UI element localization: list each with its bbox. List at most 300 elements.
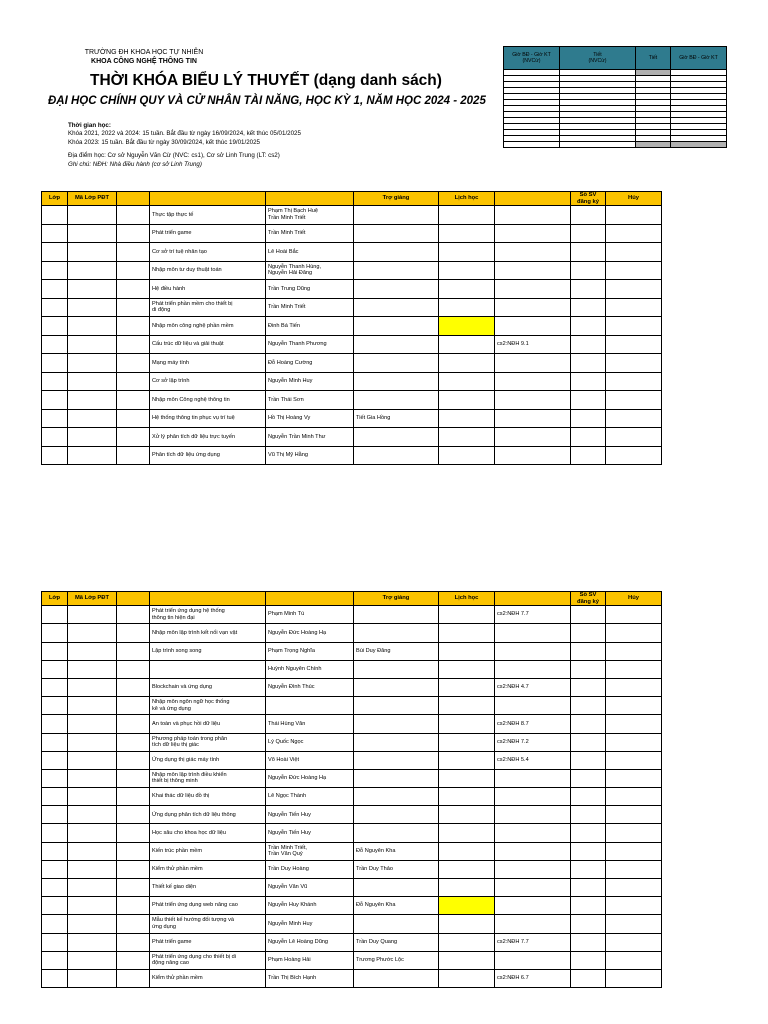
table-row <box>42 897 662 915</box>
teaching-assistant: Đỗ Nguyên Kha <box>354 842 439 860</box>
cell <box>117 243 150 262</box>
room <box>495 409 571 428</box>
room <box>495 391 571 410</box>
lecturer-name: Trần Duy Hoàng <box>266 860 354 878</box>
teaching-assistant <box>354 335 439 354</box>
course-name: Phát triển phần mềm cho thiết bị di động <box>150 298 266 317</box>
cell <box>439 409 495 428</box>
cell <box>606 733 662 751</box>
school-line-2: KHOA CÔNG NGHỆ THÔNG TIN <box>91 58 197 65</box>
cell <box>606 317 662 336</box>
course-name: Học sâu cho khoa học dữ liệu <box>150 824 266 842</box>
lecturer-name: Nguyễn Lê Hoàng Dũng <box>266 933 354 951</box>
teaching-assistant <box>354 317 439 336</box>
room <box>495 806 571 824</box>
lecturer-name <box>266 697 354 715</box>
cell <box>117 372 150 391</box>
lecturer-name: Trần Thái Sơn <box>266 391 354 410</box>
cell <box>42 261 68 280</box>
room <box>495 824 571 842</box>
cell <box>117 733 150 751</box>
cell <box>571 933 606 951</box>
table-row <box>42 860 662 878</box>
table-row <box>42 391 662 410</box>
cell <box>68 788 117 806</box>
cell <box>571 751 606 769</box>
lecturer-name: Đinh Bá Tiến <box>266 317 354 336</box>
course-name: Ứng dụng thị giác máy tính <box>150 751 266 769</box>
cell <box>68 372 117 391</box>
cell <box>571 678 606 696</box>
cell <box>571 897 606 915</box>
column-header: Mã Lớp PĐT <box>68 592 117 606</box>
course-name: Nhập môn Công nghệ thông tin <box>150 391 266 410</box>
column-header: Lớp <box>42 592 68 606</box>
cell <box>68 806 117 824</box>
cell <box>571 298 606 317</box>
cell <box>117 261 150 280</box>
table-row <box>42 298 662 317</box>
table-row <box>42 624 662 642</box>
cell <box>439 897 495 915</box>
column-header <box>117 192 150 206</box>
table-row <box>42 951 662 969</box>
course-name: An toàn và phục hồi dữ liệu <box>150 715 266 733</box>
cell <box>439 751 495 769</box>
cell <box>606 951 662 969</box>
room: cs2:NĐH 4.7 <box>495 678 571 696</box>
lecturer-name: Nguyễn Tiến Huy <box>266 806 354 824</box>
lecturer-name: Phạm Minh Tú <box>266 606 354 624</box>
cell <box>68 606 117 624</box>
cell <box>42 697 68 715</box>
cell <box>439 860 495 878</box>
cell <box>606 751 662 769</box>
column-header: Mã Lớp PĐT <box>68 192 117 206</box>
room <box>495 897 571 915</box>
cell <box>571 697 606 715</box>
cell <box>117 697 150 715</box>
room: cs2:NĐH 7.7 <box>495 606 571 624</box>
time-label: Thời gian học: <box>68 122 111 129</box>
cell <box>606 842 662 860</box>
cell <box>606 335 662 354</box>
teaching-assistant <box>354 372 439 391</box>
cell <box>117 824 150 842</box>
course-name: Phát triển game <box>150 224 266 243</box>
course-name: Nhập môn lập trình điều khiển thiết bị thông minh <box>150 769 266 787</box>
teaching-assistant <box>354 715 439 733</box>
cell <box>606 243 662 262</box>
teaching-assistant <box>354 298 439 317</box>
legend-header-cell: Tiết (NVCừ) <box>560 47 636 70</box>
teaching-assistant <box>354 806 439 824</box>
course-name: Phát triển ứng dụng cho thiết bị di động nâng cao <box>150 951 266 969</box>
room: cs2:NĐH 7.7 <box>495 933 571 951</box>
cell <box>439 733 495 751</box>
school-name <box>78 48 210 66</box>
cell <box>439 969 495 987</box>
cell <box>606 354 662 373</box>
cell <box>42 860 68 878</box>
cell <box>42 206 68 225</box>
cell <box>68 678 117 696</box>
cell <box>68 354 117 373</box>
cell <box>571 372 606 391</box>
cell <box>439 428 495 447</box>
cell <box>571 354 606 373</box>
column-header <box>266 192 354 206</box>
course-name: Ứng dụng phân tích dữ liệu thông <box>150 806 266 824</box>
cell <box>68 951 117 969</box>
cell <box>42 897 68 915</box>
legend-header-cell: Giờ BĐ - Giờ KT <box>671 47 727 70</box>
cell <box>117 678 150 696</box>
cell <box>117 915 150 933</box>
cell <box>571 806 606 824</box>
table-row <box>42 715 662 733</box>
teaching-assistant <box>354 678 439 696</box>
time-line-1: Khóa 2021, 2022 và 2024: 15 tuần. Bắt đầu từ ngày 16/09/2024, kết thúc 05/01/2025 <box>68 130 301 138</box>
table-row <box>42 409 662 428</box>
note-line: Ghi chú: NĐH: Nhà điều hành (cơ sở Linh Trung) <box>68 160 202 168</box>
cell <box>42 372 68 391</box>
room <box>495 224 571 243</box>
cell <box>606 715 662 733</box>
course-name: Phát triển ứng dụng web nâng cao <box>150 897 266 915</box>
cell <box>606 206 662 225</box>
cell <box>42 660 68 678</box>
lecturer-name: Phạm Hoàng Hải <box>266 951 354 969</box>
cell <box>571 915 606 933</box>
cell <box>571 428 606 447</box>
cell <box>571 261 606 280</box>
cell <box>117 409 150 428</box>
lecturer-name: Đỗ Hoàng Cường <box>266 354 354 373</box>
lecturer-name: Nguyễn Minh Huy <box>266 372 354 391</box>
column-header: Hủy <box>606 192 662 206</box>
cell <box>439 206 495 225</box>
cell <box>439 446 495 465</box>
cell <box>606 860 662 878</box>
cell <box>117 280 150 299</box>
cell <box>68 842 117 860</box>
time-line-2: Khóa 2023: 15 tuần. Bắt đầu từ ngày 30/09/2024, kết thúc 19/01/2025 <box>68 138 260 146</box>
teaching-assistant <box>354 751 439 769</box>
cell <box>42 751 68 769</box>
cell <box>42 806 68 824</box>
cell <box>606 372 662 391</box>
teaching-assistant <box>354 446 439 465</box>
column-header: Lớp <box>42 192 68 206</box>
table-header-row <box>42 592 662 606</box>
lecturer-name: Trần Trung Dũng <box>266 280 354 299</box>
cell <box>117 428 150 447</box>
cell <box>42 733 68 751</box>
course-name: Khai thác dữ liệu đồ thị <box>150 788 266 806</box>
table-row <box>42 842 662 860</box>
cell <box>68 769 117 787</box>
cell <box>68 751 117 769</box>
cell <box>571 409 606 428</box>
cell <box>117 933 150 951</box>
course-name: Cơ sở trí tuệ nhân tạo <box>150 243 266 262</box>
cell <box>42 446 68 465</box>
cell <box>68 879 117 897</box>
cell <box>117 660 150 678</box>
page-title: THỜI KHÓA BIỂU LÝ THUYẾT (dạng danh sách) <box>90 72 442 89</box>
lecturer-name: Huỳnh Nguyên Chính <box>266 660 354 678</box>
course-name: Nhập môn ngôn ngữ học thống kê và ứng dụng <box>150 697 266 715</box>
course-name: Nhập môn công nghệ phần mềm <box>150 317 266 336</box>
column-header <box>266 592 354 606</box>
course-name: Xử lý phân tích dữ liệu trực tuyến <box>150 428 266 447</box>
cell <box>68 243 117 262</box>
room <box>495 951 571 969</box>
lecturer-name: Thái Hùng Văn <box>266 715 354 733</box>
cell <box>439 335 495 354</box>
room <box>495 243 571 262</box>
cell <box>439 354 495 373</box>
cell <box>42 606 68 624</box>
room <box>495 879 571 897</box>
cell <box>606 769 662 787</box>
cell <box>117 969 150 987</box>
teaching-assistant: Đỗ Nguyên Kha <box>354 897 439 915</box>
teaching-assistant <box>354 206 439 225</box>
legend-header-cell: Tiết <box>636 47 671 70</box>
cell <box>68 660 117 678</box>
column-header: Trợ giảng <box>354 592 439 606</box>
course-name: Cấu trúc dữ liệu và giải thuật <box>150 335 266 354</box>
column-header <box>495 592 571 606</box>
teaching-assistant: Trương Phước Lộc <box>354 951 439 969</box>
room <box>495 842 571 860</box>
cell <box>571 842 606 860</box>
cell <box>439 660 495 678</box>
cell <box>117 206 150 225</box>
cell <box>571 788 606 806</box>
cell <box>571 391 606 410</box>
cell <box>68 915 117 933</box>
course-name: Mẫu thiết kế hướng đối tượng và ứng dụng <box>150 915 266 933</box>
cell <box>42 788 68 806</box>
lecturer-name: Nguyễn Minh Huy <box>266 915 354 933</box>
cell <box>606 788 662 806</box>
cell <box>439 824 495 842</box>
lecturer-name: Nguyễn Trần Minh Thư <box>266 428 354 447</box>
teaching-assistant <box>354 879 439 897</box>
teaching-assistant <box>354 280 439 299</box>
column-header: Số SV đăng ký <box>571 192 606 206</box>
cell <box>606 969 662 987</box>
teaching-assistant <box>354 824 439 842</box>
cell <box>571 769 606 787</box>
teaching-assistant <box>354 606 439 624</box>
cell <box>606 824 662 842</box>
table-row <box>42 372 662 391</box>
cell <box>571 243 606 262</box>
cell <box>571 317 606 336</box>
teaching-assistant <box>354 624 439 642</box>
cell <box>117 335 150 354</box>
column-header: Hủy <box>606 592 662 606</box>
cell <box>571 733 606 751</box>
cell <box>42 391 68 410</box>
cell <box>42 280 68 299</box>
cell <box>68 428 117 447</box>
teaching-assistant <box>354 261 439 280</box>
course-name: Kiến trúc phần mềm <box>150 842 266 860</box>
cell <box>439 915 495 933</box>
cell <box>42 842 68 860</box>
cell <box>68 969 117 987</box>
teaching-assistant: Tiết Gia Hồng <box>354 409 439 428</box>
cell <box>571 951 606 969</box>
cell <box>606 298 662 317</box>
cell <box>42 879 68 897</box>
cell <box>68 280 117 299</box>
table-row <box>42 642 662 660</box>
cell <box>606 280 662 299</box>
table-row <box>42 915 662 933</box>
cell <box>571 206 606 225</box>
teaching-assistant <box>354 733 439 751</box>
cell <box>439 806 495 824</box>
cell <box>42 298 68 317</box>
cell <box>606 446 662 465</box>
cell <box>42 933 68 951</box>
location-line: Địa điểm học: Cơ sở Nguyễn Văn Cừ (NVC: cs1), Cơ sở Linh Trung (LT: cs2) <box>68 152 280 160</box>
table-row <box>42 769 662 787</box>
table-row <box>42 606 662 624</box>
cell <box>42 678 68 696</box>
cell <box>439 715 495 733</box>
cell <box>68 824 117 842</box>
teaching-assistant <box>354 354 439 373</box>
cell <box>439 842 495 860</box>
cell <box>117 224 150 243</box>
cell <box>42 224 68 243</box>
cell <box>117 788 150 806</box>
course-name: Kiểm thử phần mềm <box>150 969 266 987</box>
cell <box>117 879 150 897</box>
schedule-table-2 <box>41 591 662 988</box>
cell <box>439 697 495 715</box>
cell <box>42 951 68 969</box>
table-row <box>42 428 662 447</box>
cell <box>571 280 606 299</box>
table-row <box>42 660 662 678</box>
column-header: Lịch học <box>439 592 495 606</box>
cell <box>439 879 495 897</box>
schedule-table-1 <box>41 191 662 465</box>
legend-header-cell: Giờ BĐ - Giờ KT (NVCừ) <box>504 47 560 70</box>
course-name: Phân tích dữ liệu ứng dụng <box>150 446 266 465</box>
cell <box>117 606 150 624</box>
cell <box>68 409 117 428</box>
cell <box>117 624 150 642</box>
table-row <box>42 879 662 897</box>
cell <box>42 428 68 447</box>
teaching-assistant <box>354 788 439 806</box>
cell <box>68 206 117 225</box>
cell <box>606 624 662 642</box>
cell <box>606 606 662 624</box>
cell <box>571 660 606 678</box>
cell <box>571 224 606 243</box>
course-name: Kiểm thử phần mềm <box>150 860 266 878</box>
table-row <box>42 933 662 951</box>
room: cs2:NĐH 8.7 <box>495 715 571 733</box>
table-row <box>42 806 662 824</box>
teaching-assistant: Bùi Duy Đăng <box>354 642 439 660</box>
teaching-assistant <box>354 428 439 447</box>
lecturer-name: Nguyễn Thanh Hùng, Nguyễn Hải Đăng <box>266 261 354 280</box>
cell <box>439 280 495 299</box>
lecturer-name: Lê Ngọc Thành <box>266 788 354 806</box>
course-name: Lập trình song song <box>150 642 266 660</box>
room: cs2:NĐH 7.2 <box>495 733 571 751</box>
cell <box>68 391 117 410</box>
cell <box>117 298 150 317</box>
cell <box>439 642 495 660</box>
cell <box>439 951 495 969</box>
cell <box>68 697 117 715</box>
cell <box>606 261 662 280</box>
cell <box>606 391 662 410</box>
schedule-info <box>68 122 301 169</box>
cell <box>117 951 150 969</box>
course-name: Mạng máy tính <box>150 354 266 373</box>
lecturer-name: Nguyễn Tiến Huy <box>266 824 354 842</box>
time-legend-table <box>503 46 727 148</box>
table-row <box>42 733 662 751</box>
cell <box>117 354 150 373</box>
teaching-assistant <box>354 697 439 715</box>
room <box>495 428 571 447</box>
cell <box>439 372 495 391</box>
legend-cell <box>671 142 727 148</box>
cell <box>606 879 662 897</box>
room <box>495 660 571 678</box>
room <box>495 280 571 299</box>
school-line-1: TRƯỜNG ĐH KHOA HỌC TỰ NHIÊN <box>84 49 204 56</box>
room: cs2:NĐH 9.1 <box>495 335 571 354</box>
column-header <box>495 192 571 206</box>
cell <box>606 678 662 696</box>
room <box>495 624 571 642</box>
course-name: Blockchain và ứng dụng <box>150 678 266 696</box>
cell <box>42 354 68 373</box>
lecturer-name: Nguyễn Đình Thúc <box>266 678 354 696</box>
cell <box>42 409 68 428</box>
table-row <box>42 678 662 696</box>
room <box>495 372 571 391</box>
cell <box>68 224 117 243</box>
table-row <box>42 354 662 373</box>
cell <box>606 915 662 933</box>
column-header: Số SV đăng ký <box>571 592 606 606</box>
cell <box>68 933 117 951</box>
cell <box>571 824 606 842</box>
table-row <box>42 788 662 806</box>
course-name: Thực tập thực tế <box>150 206 266 225</box>
cell <box>117 642 150 660</box>
cell <box>606 660 662 678</box>
cell <box>42 969 68 987</box>
cell <box>117 806 150 824</box>
